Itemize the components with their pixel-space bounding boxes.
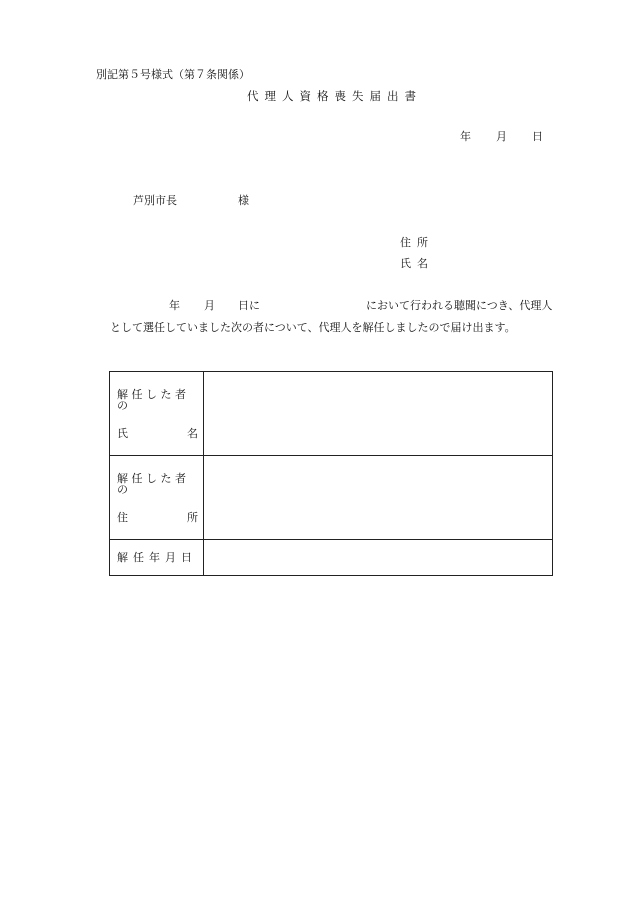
body-year-label: 年 (169, 299, 180, 312)
applicant-address-label: 住所 (400, 236, 434, 249)
address-label-right: 所 (187, 510, 198, 524)
dismissal-date-label: 解任年月日 (117, 551, 197, 564)
dismissed-address-label-cell (110, 456, 204, 540)
body-day-label: 日に (238, 299, 260, 312)
address-label-left: 住 (117, 510, 128, 524)
dismissed-name-label-cell (110, 372, 204, 456)
name-label-left: 氏 (117, 426, 128, 440)
recipient-honorific: 様 (238, 194, 249, 207)
table-row (110, 372, 553, 456)
body-hearing-text: において行われる聴聞につき、代理人 (366, 299, 553, 312)
document-title: 代理人資格喪失届出書 (247, 89, 422, 103)
form-number: 別記第５号様式（第７条関係） (96, 68, 250, 81)
dismissal-date-field[interactable] (204, 540, 553, 576)
table-row (110, 540, 553, 576)
date-month-label: 月 (496, 130, 507, 143)
dismissed-person-label: 解任した者の (117, 471, 190, 496)
body-dismissal-text: として選任していました次の者について、代理人を解任しましたので届け出ます。 (110, 321, 516, 334)
body-month-label: 月 (204, 299, 215, 312)
table-row (110, 456, 553, 540)
date-day-label: 日 (532, 130, 543, 143)
dismissed-address-field[interactable] (204, 456, 553, 540)
date-year-label: 年 (460, 130, 471, 143)
dismissal-date-label-cell (110, 540, 204, 576)
dismissal-info-table (109, 371, 553, 576)
dismissed-person-label: 解任した者の (117, 387, 190, 412)
name-label-right: 名 (187, 426, 198, 440)
applicant-name-label: 氏名 (400, 257, 434, 270)
recipient-name: 芦別市長 (133, 194, 177, 207)
dismissed-name-field[interactable] (204, 372, 553, 456)
